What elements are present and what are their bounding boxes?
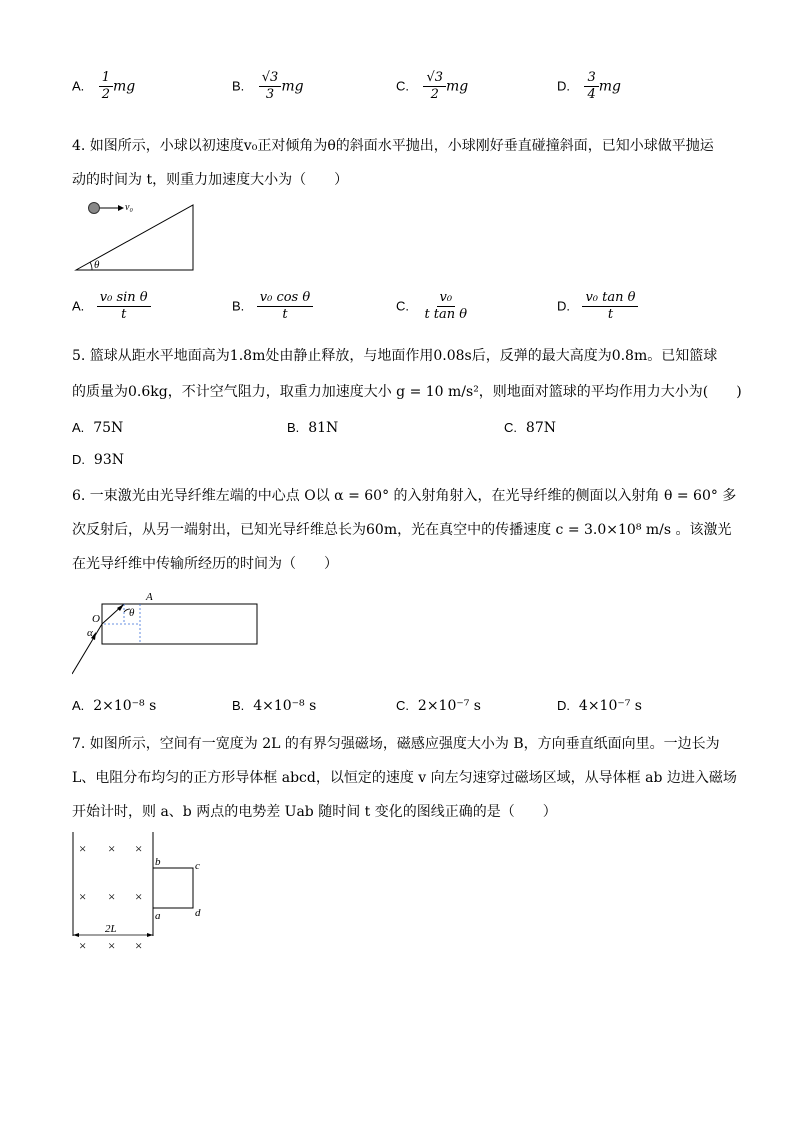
vertex-b-label: b	[155, 856, 161, 868]
q6-option-d: D. 4×10⁻⁷ s	[557, 698, 642, 714]
q3-option-c: C. $\frac{√3}{2}$ mg	[396, 70, 469, 102]
q7-stem-line-2: L、电阻分布均匀的正方形导体框 abcd，以恒定的速度 v 向左匀速穿过磁场区域，从导体框 ab 边进入磁场	[72, 770, 737, 786]
q4-option-b: B. $\frac{\text{v₀ cos θ}}{t}$	[232, 290, 313, 323]
q3-option-d: D. $\frac{3}{4}$ mg	[557, 70, 621, 102]
field-cross: ×	[108, 938, 116, 953]
q7-stem-line-1: 7. 如图所示，空间有一宽度为 2L 的有界匀强磁场，磁感应强度大小为 B，方向垂直纸面向里。一边长为	[72, 736, 720, 752]
fraction: $\frac{3}{4}$	[584, 70, 598, 103]
q5-stem-line-1: 5. 篮球从距水平地面高为1.8m处由静止释放，与地面作用0.08s后，反弹的最大高度为0.8m。已知篮球	[72, 348, 718, 364]
point-a-label: A	[146, 591, 153, 603]
q5-stem-line-2: 的质量为0.6kg，不计空气阻力，取重力加速度大小 g = 10 m/s²，则地面对篮球的平均作用力大小为( )	[72, 384, 742, 400]
fraction: $\frac{\text{v₀ cos θ}}{t}$	[257, 290, 313, 323]
fraction: $\frac{\text{v₀ sin θ}}{t}$	[97, 290, 151, 323]
field-cross: ×	[79, 938, 87, 953]
arrowhead	[147, 933, 153, 937]
q5-option-c: C. 87N	[504, 420, 556, 436]
point-o-label: O	[92, 613, 100, 625]
arrowhead	[73, 933, 79, 937]
q6-stem-line-2: 次反射后，从另一端射出，已知光导纤维总长为60m，光在真空中的传播速度 c = 3.0×10⁸ m/s 。该激光	[72, 522, 732, 538]
alpha-label: α	[87, 627, 93, 639]
q6-stem-line-3: 在光导纤维中传输所经历的时间为（ ）	[72, 556, 338, 572]
angle-arc	[90, 262, 92, 270]
vertex-d-label: d	[195, 907, 201, 919]
q3-option-a: A. $\frac{1}{2}$ mg	[72, 70, 136, 102]
q4-stem-line-1: 4. 如图所示，小球以初速度v₀正对倾角为θ的斜面水平抛出，小球刚好垂直碰撞斜面，已知小球做平抛运	[72, 138, 714, 154]
q5-option-d: D. 93N	[72, 452, 124, 468]
width-label: 2L	[105, 923, 117, 935]
v0-label: v₀	[125, 202, 133, 213]
q7-magnetic-field-figure	[64, 832, 214, 956]
q6-option-c: C. 2×10⁻⁷ s	[396, 698, 481, 714]
theta-label: θ	[94, 259, 100, 271]
q5-option-a: A. 75N	[72, 420, 124, 436]
ball-icon	[89, 203, 100, 214]
field-cross: ×	[79, 841, 87, 856]
field-cross: ×	[108, 889, 116, 904]
field-cross: ×	[135, 938, 143, 953]
square-conductor-frame	[153, 868, 193, 908]
vertex-c-label: c	[195, 860, 200, 872]
q5-option-b: B. 81N	[287, 420, 339, 436]
q4-option-a: A. $\frac{\text{v₀ sin θ}}{t}$	[72, 290, 151, 323]
fraction: $\frac{√3}{3}$	[259, 70, 282, 103]
field-cross: ×	[79, 889, 87, 904]
q4-stem-line-2: 动的时间为 t，则重力加速度大小为（ ）	[72, 172, 349, 188]
q4-option-d: D. $\frac{\text{v₀ tan θ}}{t}$	[557, 290, 638, 323]
fraction: $\frac{\text{v₀ tan θ}}{t}$	[582, 290, 638, 323]
q6-stem-line-1: 6. 一束激光由光导纤维左端的中心点 O以 α = 60° 的入射角射入，在光导纤维的侧面以入射角 θ = 60° 多	[72, 488, 737, 504]
vertex-a-label: a	[155, 910, 161, 922]
q6-option-a: A. 2×10⁻⁸ s	[72, 698, 157, 714]
q6-fiber-figure	[72, 586, 267, 680]
field-cross: ×	[135, 841, 143, 856]
field-cross: ×	[135, 889, 143, 904]
theta-label: θ	[129, 607, 135, 619]
q6-option-b: B. 4×10⁻⁸ s	[232, 698, 317, 714]
q4-option-c: C. $\frac{\text{v₀}}{\text{t tan θ}}$	[396, 290, 470, 323]
fraction: $\frac{√3}{2}$	[423, 70, 446, 103]
q3-option-b: B. $\frac{√3}{3}$ mg	[232, 70, 304, 102]
fraction: $\frac{\text{v₀}}{\text{t tan θ}}$	[424, 290, 468, 322]
field-crosses	[79, 841, 142, 953]
q7-stem-line-3: 开始计时，则 a、b 两点的电势差 Uab 随时间 t 变化的图线正确的是（ ）	[72, 804, 557, 820]
fraction: $\frac{1}{2}$	[99, 70, 113, 103]
arrowhead	[118, 205, 124, 211]
q4-incline-figure	[72, 196, 202, 276]
field-cross: ×	[108, 841, 116, 856]
